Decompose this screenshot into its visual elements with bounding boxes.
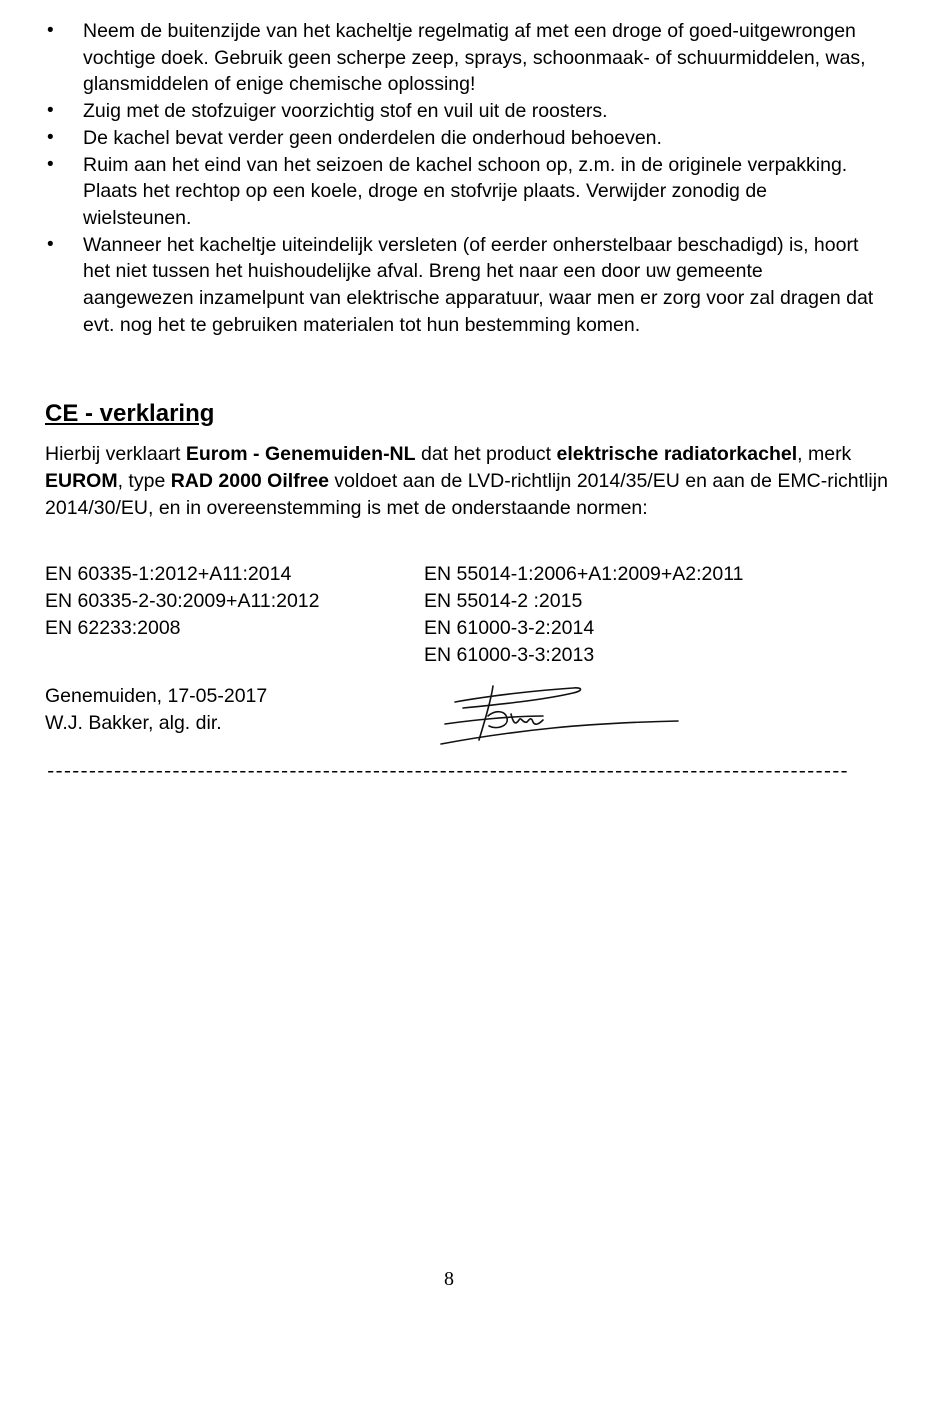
ce-declaration [45, 441, 895, 522]
decl-text: , type [117, 470, 171, 492]
list-item-text: Zuig met de stofzuiger voorzichtig stof en vuil uit de roosters. [83, 100, 608, 123]
list-item [45, 152, 875, 232]
list-item [45, 98, 875, 125]
decl-text: , merk [797, 443, 852, 465]
bullet-icon: • [47, 20, 54, 41]
decl-text: Hierbij verklaart [45, 443, 186, 465]
list-item [45, 125, 875, 152]
maintenance-list [45, 18, 875, 338]
signature-block [45, 683, 267, 737]
company-name: Eurom - Genemuiden-NL [185, 443, 416, 465]
brand-name: EUROM [45, 470, 118, 492]
decl-text: dat het product [415, 443, 557, 465]
list-item-text: Neem de buitenzijde van het kacheltje regelmatig af met een droge of goed-uitgewrongen vochtige doek. Gebruik geen scherpe zeep, sprays, schoonmaak- of schuurmiddelen, was, glansmiddelen of enige chemische oplossing! [83, 20, 866, 96]
list-item [45, 232, 875, 339]
bullet-icon: • [47, 153, 54, 175]
norms-right-column [424, 561, 744, 669]
bullet-icon: • [47, 126, 54, 148]
bullet-icon: • [47, 233, 54, 255]
norm-item: EN 62233:2008 [45, 617, 181, 639]
list-item [45, 18, 875, 98]
handwritten-signature [433, 680, 683, 755]
norm-item: EN 60335-1:2012+A11:2014 [45, 563, 292, 585]
norm-item: EN 60335-2-30:2009+A11:2012 [45, 590, 320, 612]
signatory-name: W.J. Bakker, alg. dir. [45, 712, 222, 734]
list-item-text: De kachel bevat verder geen onderdelen die onderhoud behoeven. [83, 126, 662, 149]
page-number: 8 [444, 1268, 454, 1290]
norm-item: EN 55014-1:2006+A1:2009+A2:2011 [424, 563, 744, 585]
product-name: elektrische radiatorkachel [556, 443, 798, 465]
product-type: RAD 2000 Oilfree [170, 470, 329, 492]
norm-item: EN 61000-3-3:2013 [424, 644, 595, 666]
ce-heading: CE - verklaring [45, 400, 215, 427]
norm-item: EN 61000-3-2:2014 [424, 617, 595, 639]
decl-text: voldoet aan de LVD-richtlijn 2014/35/EU en aan de EMC-richtlijn 2014/30/EU, en in overeenstemming is met de onderstaande normen: [45, 470, 888, 519]
norm-item: EN 55014-2 :2015 [424, 590, 583, 612]
place-date: Genemuiden, 17-05-2017 [45, 685, 268, 707]
separator-line: ------------------------------------------------------------------------------------------------ [45, 761, 847, 783]
list-item-text: Wanneer het kacheltje uiteindelijk versleten (of eerder onherstelbaar beschadigd) is, hoort het niet tussen het huishoudelijke afval. Breng het naar een door uw gemeente aangewezen inzamelpunt van elektrische apparatuur, waar men er zorg voor zal dragen dat evt. nog het te gebruiken materialen tot hun bestemming komen. [83, 233, 874, 336]
list-item-text: Ruim aan het eind van het seizoen de kachel schoon op, z.m. in de originele verpakking. Plaats het rechtop op een koele, droge en stofvrije plaats. Verwijder zonodig de wielsteunen. [83, 153, 848, 229]
norms-left-column [45, 561, 320, 642]
bullet-icon: • [47, 100, 54, 122]
